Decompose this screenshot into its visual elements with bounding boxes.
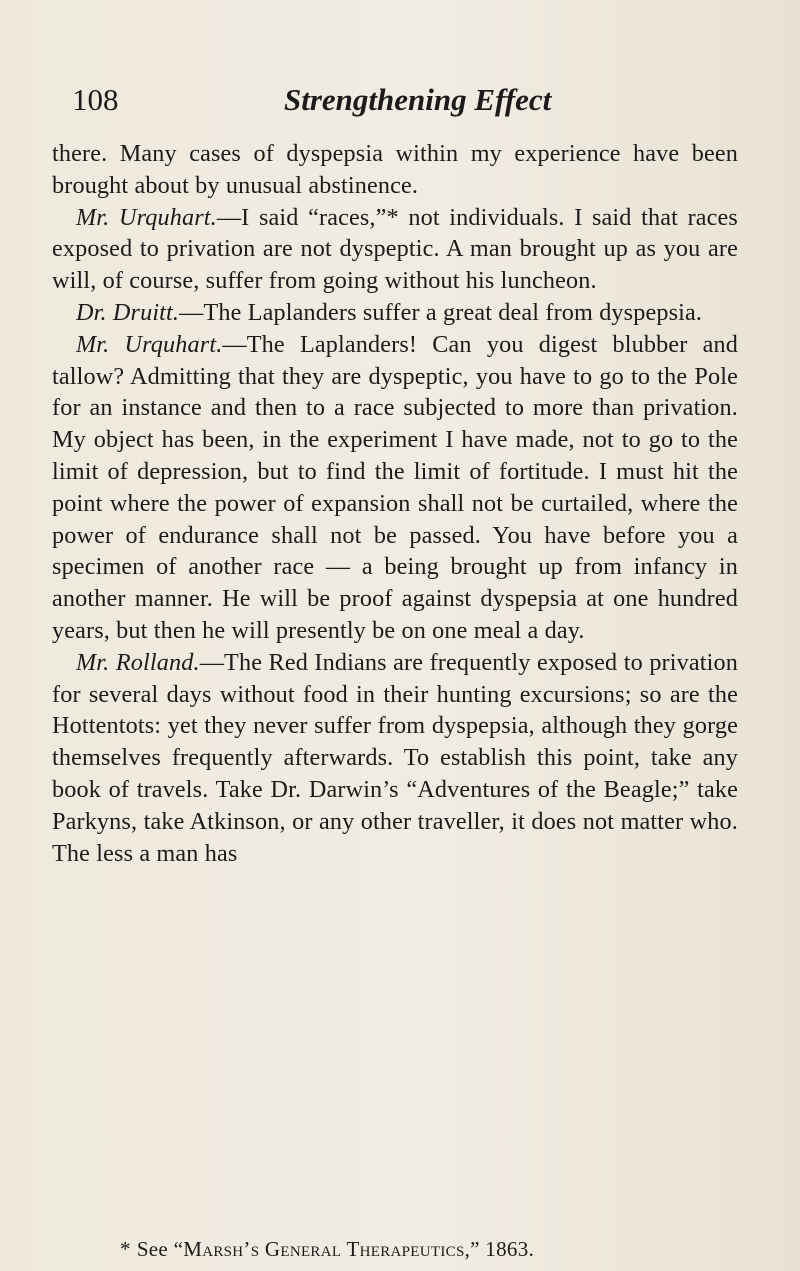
- footnote-prefix: See “: [136, 1237, 184, 1261]
- footnote: [120, 1237, 720, 1262]
- page-header: [72, 82, 762, 128]
- paragraph-text: —The Laplanders suffer a great deal from dyspepsia.: [179, 298, 703, 326]
- speaker-name: Dr. Druitt.: [76, 298, 180, 326]
- paragraph: [52, 202, 738, 297]
- paragraph-text: —The Red Indians are frequently exposed to privation for several days without food in their hunting excursions; so are the Hottentots: yet they never suffer from dyspepsia, although they gorge themselves frequently afterwards. To establish this point, take any book of travels. Take Dr. Darwin’s “Adventures of the Beagle;” take Parkyns, take Atkinson, or any other traveller, it does not matter who. The less a man has: [52, 648, 738, 867]
- paragraph: [52, 647, 738, 870]
- paragraph: [52, 138, 738, 202]
- paragraph-text: —The Laplanders! Can you digest blubber and tallow? Admitting that they are dyspeptic, you have to go to the Pole for an instance and then to a race subjected to more than privation. My object has been, in the experiment I have made, not to go to the limit of depression, but to find the limit of fortitude. I must hit the point where the power of expansion shall not be curtailed, where the power of endurance shall not be passed. You have before you a specimen of another race — a being brought up from infancy in another manner. He will be proof against dyspepsia at one hundred years, but then he will presently be on one meal a day.: [52, 330, 738, 644]
- speaker-name: Mr. Urquhart.: [76, 203, 217, 231]
- speaker-name: Mr. Rolland.: [76, 648, 200, 676]
- paragraph-text: there. Many cases of dyspepsia within my experience have been brought about by unusual abstinence.: [52, 140, 738, 199]
- paragraph-text: —I said “races,”* not individuals. I said that races exposed to privation are not dyspeptic. A man brought up as you are will, of course, suffer from going without his luncheon.: [52, 203, 738, 295]
- paragraph: [52, 297, 738, 329]
- footnote-title: Marsh’s General Therapeutics,: [183, 1237, 471, 1261]
- speaker-name: Mr. Urquhart.: [76, 330, 223, 358]
- running-head: Strengthening Effect: [284, 82, 552, 117]
- paragraph: [52, 329, 738, 647]
- footnote-suffix: ” 1863.: [470, 1237, 535, 1261]
- page-number: 108: [72, 82, 119, 117]
- footnote-mark: *: [120, 1237, 131, 1261]
- body-text: [52, 138, 738, 869]
